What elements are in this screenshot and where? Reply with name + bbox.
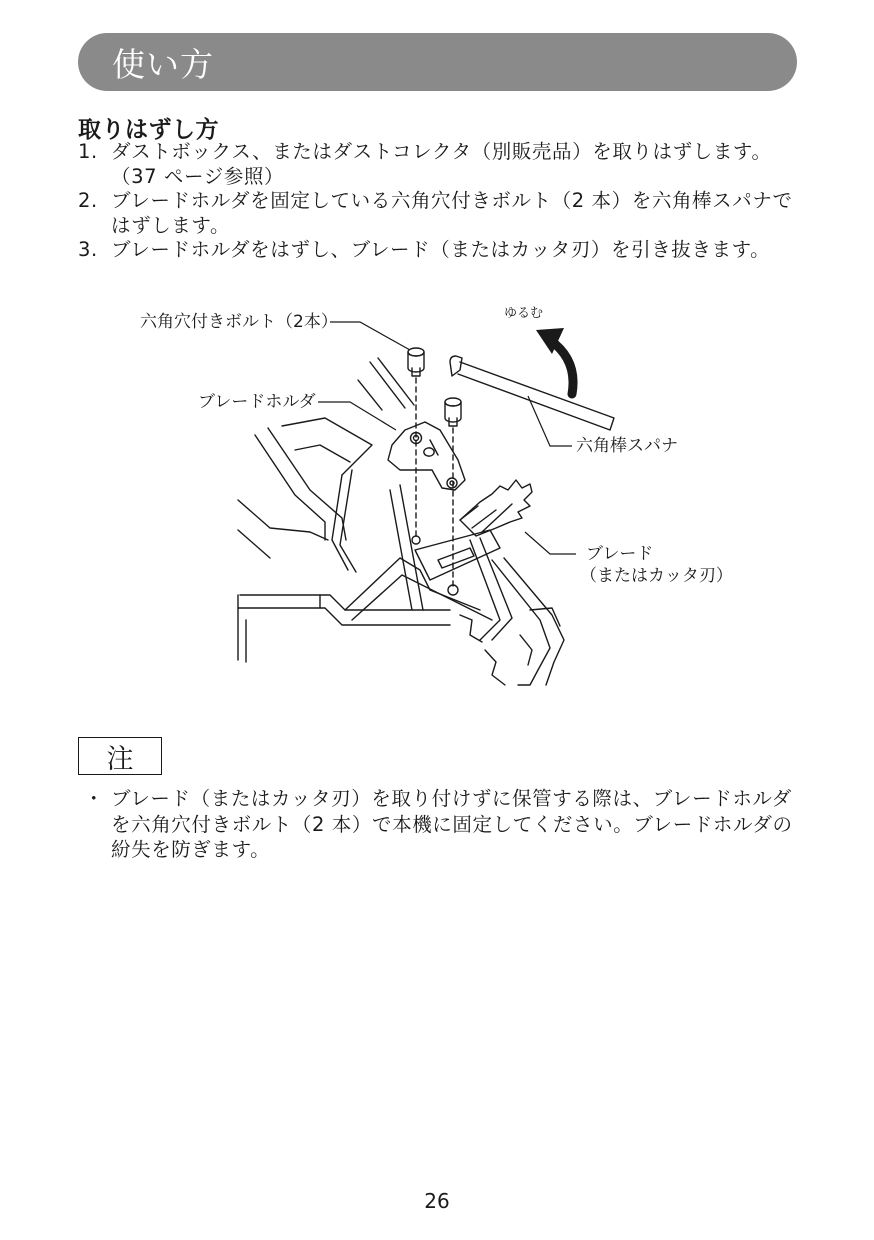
label-loosen: ゆるむ	[504, 306, 544, 321]
section-heading: 取りはずし方	[78, 117, 219, 143]
step-item	[78, 189, 800, 238]
header-bar	[78, 33, 797, 91]
step-item	[78, 238, 800, 263]
label-blade: ブレード	[586, 544, 654, 564]
step-text: ブレードホルダを固定している六角穴付きボルト（2 本）を六角棒スパナではずします。	[111, 189, 793, 237]
step-text: ブレードホルダをはずし、ブレード（またはカッタ刃）を引き抜きます。	[111, 238, 771, 261]
step-number: 3.	[78, 238, 98, 261]
page-number: 26	[424, 1189, 450, 1213]
note-text: ブレード（またはカッタ刃）を取り付けずに保管する際は、ブレードホルダを六角穴付きボルト（2 本）で本機に固定してください。ブレードホルダの紛失を防ぎます。	[111, 787, 793, 861]
step-number: 1.	[78, 140, 98, 163]
note-list	[84, 786, 800, 863]
blade-removal-illustration	[120, 290, 760, 710]
label-hex-wrench: 六角棒スパナ	[576, 436, 678, 456]
note-bullet: ・	[84, 787, 105, 810]
label-blade-alt: （またはカッタ刃）	[580, 566, 733, 586]
page-title: 使い方	[112, 44, 214, 84]
label-blade-holder: ブレードホルダ	[198, 392, 316, 412]
steps-list	[78, 140, 800, 263]
step-item	[78, 140, 800, 189]
note-label: 注	[78, 737, 162, 775]
label-hex-bolt: 六角穴付きボルト（2本）	[140, 312, 338, 332]
illustration-drawing	[120, 290, 760, 710]
step-number: 2.	[78, 189, 98, 212]
note-item	[84, 786, 800, 863]
step-text: ダストボックス、またはダストコレクタ（別販売品）を取りはずします。（37 ページ参照）	[111, 140, 772, 188]
